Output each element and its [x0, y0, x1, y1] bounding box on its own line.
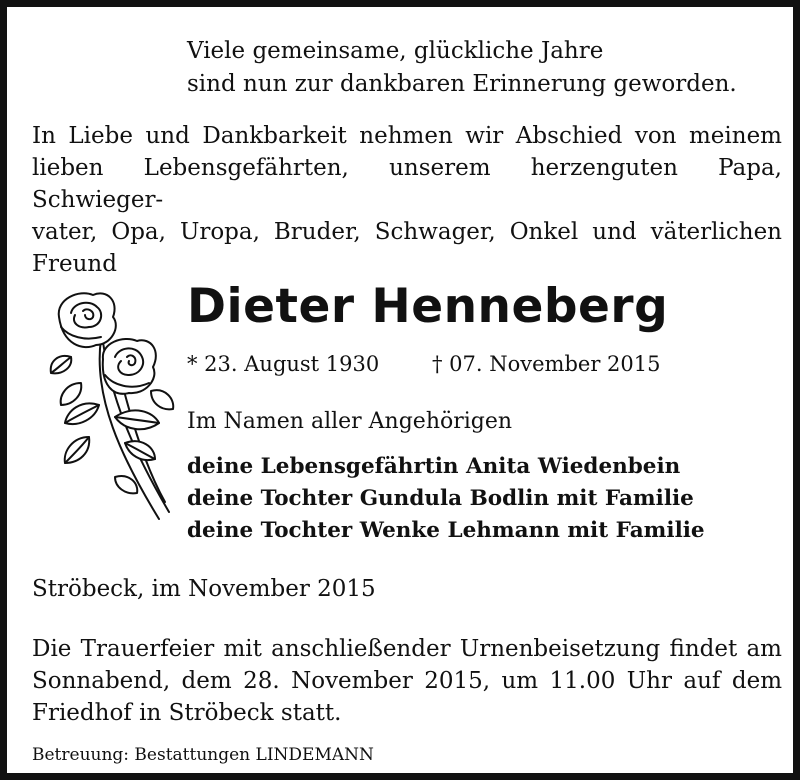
ceremony-line: Friedhof in Ströbeck statt.: [32, 700, 342, 726]
death-date: † 07. November 2015: [432, 352, 661, 376]
ceremony-line: Sonnabend, dem 28. November 2015, um 11.00 Uhr auf dem: [32, 668, 782, 694]
family-member: deine Tochter Gundula Bodlin mit Familie: [187, 486, 694, 511]
birth-date: * 23. August 1930: [187, 352, 380, 376]
intro-line: Viele gemeinsame, glückliche Jahre: [187, 38, 604, 64]
ceremony-line: Die Trauerfeier mit anschließender Urnenbeisetzung findet am: [32, 636, 782, 662]
behalf-line: Im Namen aller Angehörigen: [187, 409, 513, 434]
family-list: [187, 451, 705, 547]
farewell-line: lieben Lebensgefährten, unserem herzenguten Papa, Schwieger-: [32, 155, 782, 213]
intro-line: sind nun zur dankbaren Erinnerung geworden.: [187, 71, 737, 97]
farewell-line: In Liebe und Dankbarkeit nehmen wir Abschied von meinem: [32, 123, 782, 149]
farewell-line: vater, Opa, Uropa, Bruder, Schwager, Onkel und väterlichen: [32, 219, 782, 245]
deceased-name: Dieter Henneberg: [187, 279, 669, 334]
intro-verse: [187, 35, 737, 101]
family-member: deine Tochter Wenke Lehmann mit Familie: [187, 518, 705, 543]
funeral-home: Betreuung: Bestattungen LINDEMANN: [32, 745, 374, 765]
rose-icon: [41, 287, 181, 527]
farewell-line: Freund: [32, 251, 117, 277]
place-date: Ströbeck, im November 2015: [32, 576, 376, 602]
farewell-paragraph: [32, 120, 782, 280]
family-member: deine Lebensgefährtin Anita Wiedenbein: [187, 454, 681, 479]
ceremony-paragraph: [32, 633, 782, 729]
